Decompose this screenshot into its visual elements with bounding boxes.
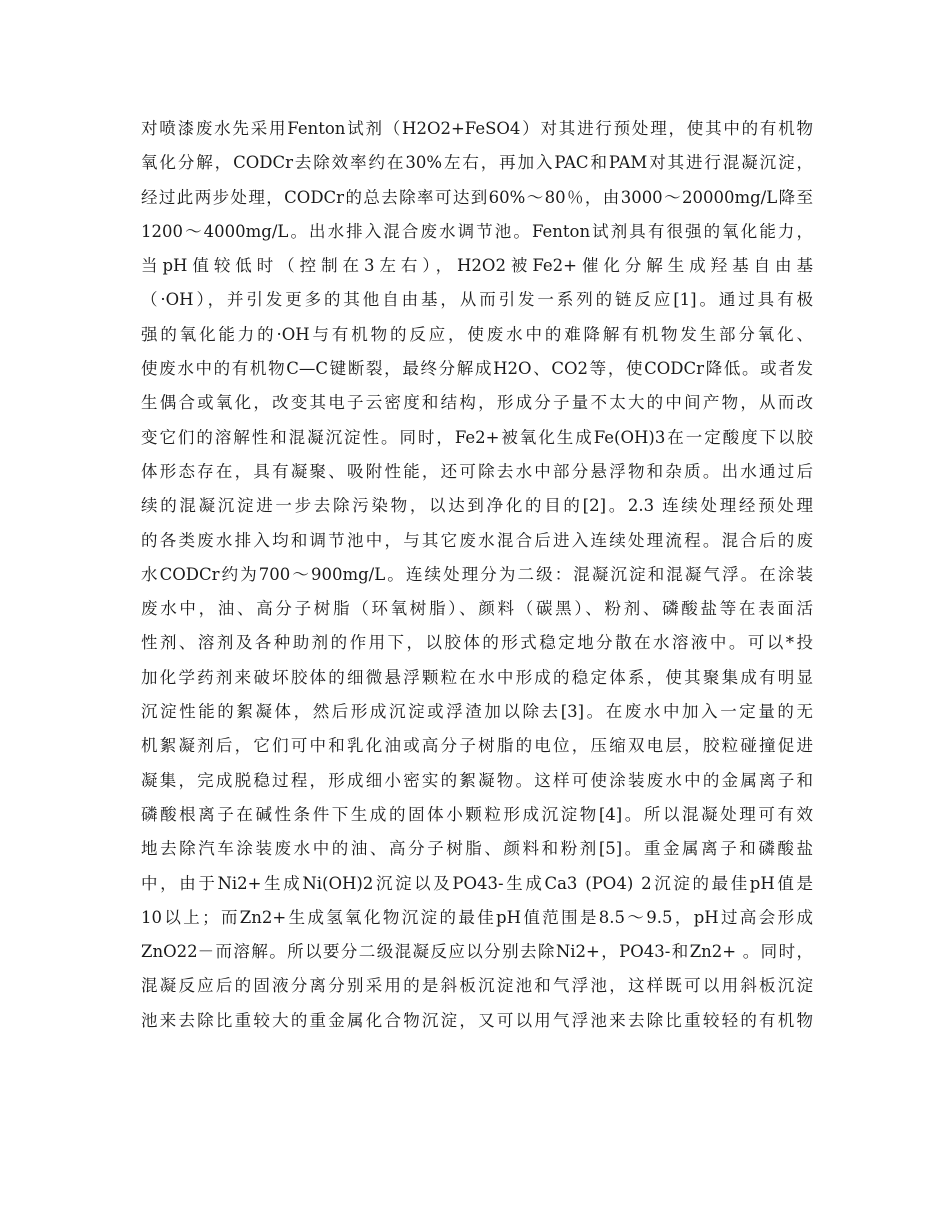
text-line-27: 池来去除比重较大的重金属化合物沉淀，又可以用气浮池来去除比重较轻的有机物 <box>141 1010 813 1030</box>
text-line-21: 磷酸根离子在碱性条件下生成的固体小颗粒形成沉淀物[4]。所以混凝处理可有效 <box>141 804 813 824</box>
text-line-13: 的各类废水排入均和调节池中，与其它废水混合后进入连续处理流程。混合后的废 <box>141 530 813 550</box>
text-line-12: 续的混凝沉淀进一步去除污染物，以达到净化的目的[2]。2.3 连续处理经预处理 <box>141 496 813 516</box>
text-line-24: 10以上；而Zn2+生成氢氧化物沉淀的最佳pH值范围是8.5～9.5，pH过高会形成 <box>141 907 813 927</box>
text-line-4: 1200～4000mg/L。出水排入混合废水调节池。Fenton试剂具有很强的氧化能力， <box>141 221 813 241</box>
text-line-8: 使废水中的有机物C—C键断裂，最终分解成H2O、CO2等，使CODCr降低。或者发 <box>141 359 813 379</box>
text-line-3: 经过此两步处理，CODCr的总去除率可达到60%～80％，由3000～20000mg/L降至 <box>141 187 813 207</box>
text-line-18: 沉淀性能的絮凝体，然后形成沉淀或浮渣加以除去[3]。在废水中加入一定量的无 <box>141 702 813 722</box>
text-line-7: 强的氧化能力的·OH与有机物的反应，使废水中的难降解有机物发生部分氧化、 <box>141 324 813 344</box>
text-line-25: ZnO22－而溶解。所以要分二级混凝反应以分别去除Ni2+，PO43-和Zn2+ 。同时， <box>141 942 813 962</box>
text-line-14: 水CODCr约为700～900mg/L。连续处理分为二级：混凝沉淀和混凝气浮。在涂装 <box>141 564 813 584</box>
text-line-10: 变它们的溶解性和混凝沉淀性。同时，Fe2+被氧化生成Fe(OH)3在一定酸度下以胶 <box>141 427 813 447</box>
text-line-6: （·OH），并引发更多的其他自由基，从而引发一系列的链反应[1]。通过具有极 <box>141 290 813 310</box>
text-line-5: 当pH值较低时（控制在3左右），H2O2被Fe2+催化分解生成羟基自由基 <box>141 256 813 276</box>
text-line-17: 加化学药剂来破坏胶体的细微悬浮颗粒在水中形成的稳定体系，使其聚集成有明显 <box>141 667 813 687</box>
text-line-23: 中，由于Ni2+生成Ni(OH)2沉淀以及PO43-生成Ca3 (PO4) 2沉淀的最佳pH值是 <box>141 873 813 893</box>
text-line-11: 体形态存在，具有凝聚、吸附性能，还可除去水中部分悬浮物和杂质。出水通过后 <box>141 461 813 481</box>
text-line-15: 废水中，油、高分子树脂（环氧树脂）、颜料（碳黑）、粉剂、磷酸盐等在表面活 <box>141 599 813 619</box>
text-line-22: 地去除汽车涂装废水中的油、高分子树脂、颜料和粉剂[5]。重金属离子和磷酸盐 <box>141 839 813 859</box>
text-line-2: 氧化分解，CODCr去除效率约在30%左右，再加入PAC和PAM对其进行混凝沉淀， <box>141 153 813 173</box>
text-line-16: 性剂、溶剂及各种助剂的作用下，以胶体的形式稳定地分散在水溶液中。可以*投 <box>141 633 813 653</box>
text-line-26: 混凝反应后的固液分离分别采用的是斜板沉淀池和气浮池，这样既可以用斜板沉淀 <box>141 976 813 996</box>
text-line-1: 对喷漆废水先采用Fenton试剂（H2O2+FeSO4）对其进行预处理，使其中的有机物 <box>141 119 813 138</box>
body-paragraph <box>141 112 813 1038</box>
text-line-20: 凝集，完成脱稳过程，形成细小密实的絮凝物。这样可使涂装废水中的金属离子和 <box>141 770 813 790</box>
text-line-19: 机絮凝剂后，它们可中和乳化油或高分子树脂的电位，压缩双电层，胶粒碰撞促进 <box>141 736 813 756</box>
text-line-9: 生偶合或氧化，改变其电子云密度和结构，形成分子量不太大的中间产物，从而改 <box>141 393 813 413</box>
